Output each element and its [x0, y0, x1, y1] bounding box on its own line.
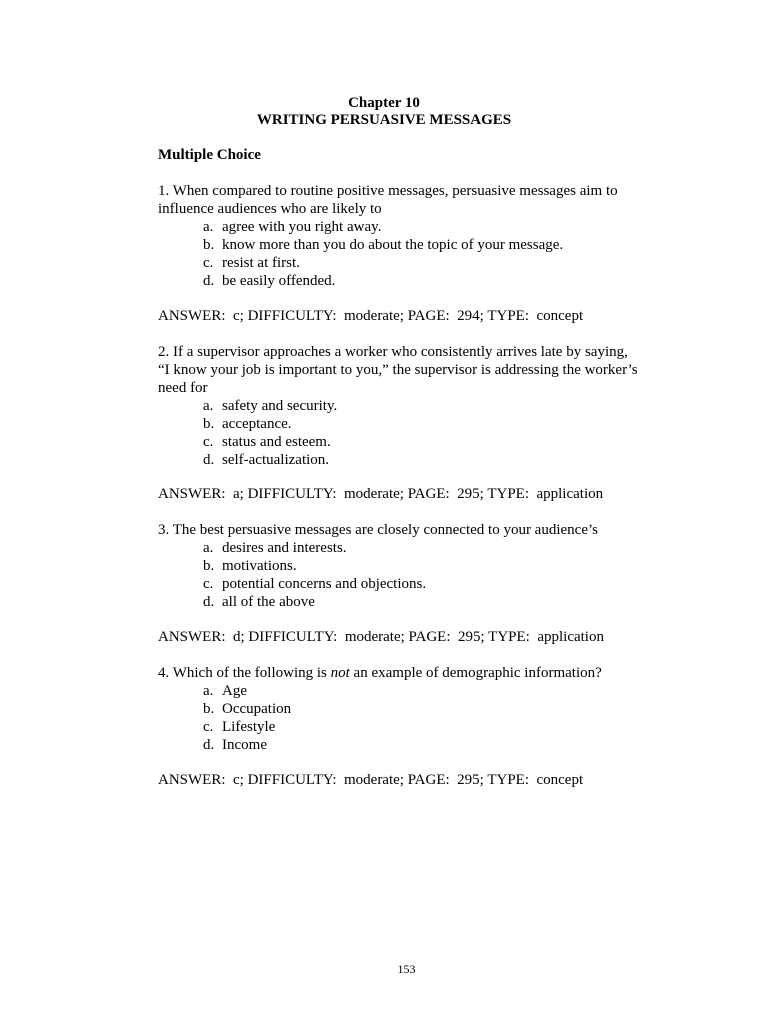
option-text: motivations. [222, 558, 297, 574]
answer-option [158, 272, 638, 290]
option-letter: a. [203, 540, 214, 556]
question-4 [158, 664, 638, 754]
option-letter: c. [203, 719, 214, 735]
option-text: know more than you do about the topic of your message. [222, 237, 564, 253]
question-1 [158, 182, 638, 290]
option-text: Income [222, 737, 267, 753]
question-stem: 3. The best persuasive messages are closely connected to your audience’s [158, 522, 598, 538]
option-letter: a. [203, 683, 214, 699]
answer-option [158, 236, 638, 254]
chapter-label: Chapter 10 [348, 95, 420, 111]
question-2 [158, 343, 638, 469]
question-stem [158, 664, 638, 682]
answer-option [158, 397, 638, 415]
option-letter: b. [203, 701, 215, 717]
answer-option [158, 451, 638, 469]
option-letter: b. [203, 237, 215, 253]
option-text: Occupation [222, 701, 292, 717]
stem-text: 4. Which of the following is [158, 665, 331, 681]
question-3 [158, 521, 638, 611]
option-text: potential concerns and objections. [222, 576, 427, 592]
option-text: safety and security. [222, 398, 338, 414]
answer-key-line: ANSWER: c; DIFFICULTY: moderate; PAGE: 295; TYPE: concept [158, 772, 584, 788]
answer-option [158, 539, 638, 557]
option-letter: c. [203, 576, 214, 592]
answer-option [158, 718, 638, 736]
answer-option [158, 415, 638, 433]
chapter-title: WRITING PERSUASIVE MESSAGES [256, 112, 512, 128]
answer-key-line: ANSWER: d; DIFFICULTY: moderate; PAGE: 295; TYPE: application [158, 629, 604, 645]
option-letter: d. [203, 273, 215, 289]
answer-option [158, 700, 638, 718]
option-text: be easily offended. [222, 273, 336, 289]
option-text: acceptance. [222, 416, 292, 432]
option-text: self-actualization. [222, 452, 330, 468]
page-number: 153 [397, 962, 416, 976]
answer-option [158, 736, 638, 754]
stem-text: an example of demographic information? [349, 665, 602, 681]
section-heading: Multiple Choice [158, 147, 261, 163]
answer-option [158, 557, 638, 575]
option-text: agree with you right away. [222, 219, 382, 235]
question-stem: 2. If a supervisor approaches a worker who consistently arrives late by saying, “I know your job is important to you,” the supervisor is addressing the worker’s need for [158, 344, 638, 396]
stem-emphasis: not [330, 665, 350, 681]
option-letter: d. [203, 737, 215, 753]
answer-option [158, 682, 638, 700]
option-letter: b. [203, 558, 215, 574]
answer-option [158, 593, 638, 611]
option-letter: c. [203, 434, 214, 450]
answer-key-line: ANSWER: c; DIFFICULTY: moderate; PAGE: 294; TYPE: concept [158, 308, 584, 324]
option-letter: b. [203, 416, 215, 432]
answer-key-line: ANSWER: a; DIFFICULTY: moderate; PAGE: 295; TYPE: application [158, 486, 604, 502]
option-text: status and esteem. [222, 434, 331, 450]
option-letter: d. [203, 594, 215, 610]
option-letter: c. [203, 255, 214, 271]
option-letter: a. [203, 219, 214, 235]
answer-option [158, 575, 638, 593]
question-stem: 1. When compared to routine positive messages, persuasive messages aim to influence audiences who are likely to [158, 183, 618, 217]
option-text: Lifestyle [222, 719, 276, 735]
option-text: desires and interests. [222, 540, 347, 556]
option-letter: d. [203, 452, 215, 468]
answer-option [158, 218, 638, 236]
option-text: all of the above [222, 594, 315, 610]
option-text: Age [222, 683, 247, 699]
option-letter: a. [203, 398, 214, 414]
answer-option [158, 433, 638, 451]
option-text: resist at first. [222, 255, 300, 271]
answer-option [158, 254, 638, 272]
